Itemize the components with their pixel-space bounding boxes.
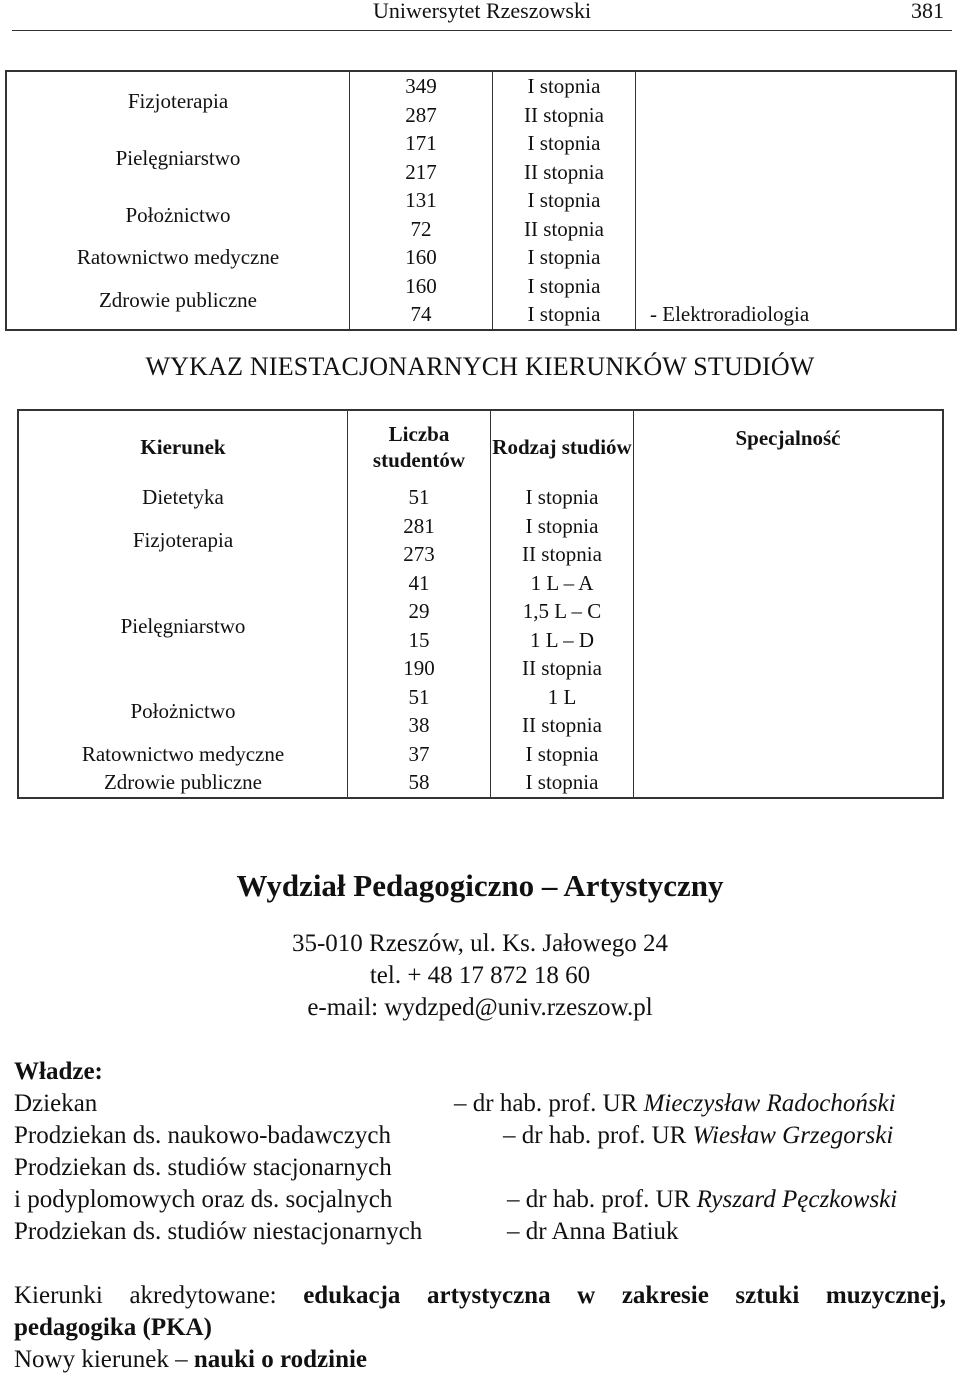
- rodzaj-cell: 1,5 L – C: [491, 597, 634, 626]
- liczba-cell: 29: [348, 597, 491, 626]
- liczba-cell: 131: [350, 186, 493, 215]
- table-row: [18, 569, 943, 598]
- prodziekan-2-name: Ryszard Pęczkowski: [696, 1186, 898, 1213]
- accredited-value-1: edukacja artystyczna w zakresie sztuki muzycznej,: [303, 1282, 946, 1309]
- rodzaj-cell: II stopnia: [493, 101, 636, 130]
- kierunek-cell: Dietetyka: [18, 483, 348, 512]
- liczba-cell: 217: [350, 158, 493, 187]
- new-direction-value: nauki o rodzinie: [193, 1346, 368, 1373]
- table-row: [18, 483, 943, 512]
- table-row: [6, 243, 956, 272]
- specjalnosc-cell: - Elektroradiologia: [650, 302, 810, 327]
- faculty-phone: tel. + 48 17 872 18 60: [369, 962, 591, 989]
- rodzaj-cell: I stopnia: [493, 186, 636, 215]
- page-number: 381: [911, 0, 944, 23]
- authorities-heading: Władze:: [14, 1058, 103, 1085]
- liczba-cell: 273: [348, 540, 491, 569]
- prodziekan-3-person: – dr Anna Batiuk: [507, 1218, 679, 1245]
- rodzaj-cell: II stopnia: [491, 540, 634, 569]
- specjalnosc-cell: [636, 215, 957, 244]
- prodziekan-2-role-line2: i podyplomowych oraz ds. socjalnych: [14, 1186, 393, 1213]
- table-row: [18, 683, 943, 712]
- liczba-cell: 160: [350, 243, 493, 272]
- liczba-cell: 281: [348, 512, 491, 541]
- accredited-label: Kierunki akredytowane:: [14, 1282, 304, 1309]
- table-row: [18, 740, 943, 769]
- rodzaj-cell: I stopnia: [491, 768, 634, 798]
- non-stationary-studies-table: [17, 409, 944, 799]
- header-rodzaj: Rodzaj studiów: [491, 410, 634, 483]
- rodzaj-cell: II stopnia: [493, 158, 636, 187]
- kierunek-cell: Zdrowie publiczne: [6, 272, 350, 330]
- header-liczba: Liczba studentów: [348, 410, 491, 483]
- prodziekan-3-role: Prodziekan ds. studiów niestacjonarnych: [14, 1218, 423, 1245]
- specjalnosc-cell: [636, 71, 957, 101]
- rodzaj-cell: 1 L – D: [491, 626, 634, 655]
- new-direction-label: Nowy kierunek –: [14, 1346, 194, 1373]
- liczba-cell: 287: [350, 101, 493, 130]
- section-title: WYKAZ NIESTACJONARNYCH KIERUNKÓW STUDIÓW: [145, 352, 815, 381]
- liczba-cell: 51: [348, 683, 491, 712]
- stationary-studies-table: [5, 70, 957, 331]
- table-row: [18, 512, 943, 541]
- rodzaj-cell: I stopnia: [491, 512, 634, 541]
- kierunek-cell: Zdrowie publiczne: [18, 768, 348, 798]
- table-row: [6, 272, 956, 301]
- prodziekan-1-name: Wiesław Grzegorski: [692, 1122, 894, 1149]
- kierunek-cell: Ratownictwo medyczne: [6, 243, 350, 272]
- kierunek-cell: Pielęgniarstwo: [18, 569, 348, 683]
- liczba-cell: 190: [348, 654, 491, 683]
- specjalnosc-cell: [636, 101, 957, 130]
- faculty-name: Wydział Pedagogiczno – Artystyczny: [236, 868, 724, 903]
- prodziekan-1-person: [503, 1122, 893, 1150]
- accredited-line1: [14, 1282, 946, 1310]
- header-specjalnosc: Specjalność: [735, 426, 841, 450]
- liczba-cell: 74: [350, 300, 493, 330]
- dziekan-person: [454, 1090, 896, 1118]
- prodziekan-2-person: [507, 1186, 897, 1214]
- rodzaj-cell: II stopnia: [493, 215, 636, 244]
- rodzaj-cell: I stopnia: [493, 129, 636, 158]
- page-header: [12, 0, 952, 31]
- liczba-cell: 160: [350, 272, 493, 301]
- liczba-cell: 51: [348, 483, 491, 512]
- specjalnosc-cell: [636, 243, 957, 272]
- prodziekan-1-title: – dr hab. prof. UR: [503, 1122, 693, 1149]
- prodziekan-1-role: Prodziekan ds. naukowo-badawczych: [14, 1122, 391, 1149]
- liczba-cell: 37: [348, 740, 491, 769]
- faculty-email: e-mail: wydzped@univ.rzeszow.pl: [307, 994, 653, 1021]
- liczba-cell: 41: [348, 569, 491, 598]
- table-row: [6, 186, 956, 215]
- liczba-cell: 349: [350, 71, 493, 101]
- rodzaj-cell: II stopnia: [491, 711, 634, 740]
- dziekan-title: – dr hab. prof. UR: [454, 1090, 644, 1117]
- rodzaj-cell: I stopnia: [493, 243, 636, 272]
- table-row: [18, 768, 943, 798]
- rodzaj-cell: I stopnia: [493, 272, 636, 301]
- specjalnosc-cell: [636, 158, 957, 187]
- rodzaj-cell: II stopnia: [491, 654, 634, 683]
- liczba-cell: 58: [348, 768, 491, 798]
- new-direction-line: [14, 1346, 367, 1374]
- prodziekan-2-title: – dr hab. prof. UR: [507, 1186, 697, 1213]
- rodzaj-cell: I stopnia: [491, 740, 634, 769]
- rodzaj-cell: 1 L – A: [491, 569, 634, 598]
- liczba-cell: 15: [348, 626, 491, 655]
- specjalnosc-cell: [636, 272, 957, 301]
- kierunek-cell: Położnictwo: [18, 683, 348, 740]
- kierunek-cell: Fizjoterapia: [18, 512, 348, 569]
- specjalnosc-cell: [636, 186, 957, 215]
- specjalnosc-cell: [636, 129, 957, 158]
- kierunek-cell: Pielęgniarstwo: [6, 129, 350, 186]
- kierunek-cell: Ratownictwo medyczne: [18, 740, 348, 769]
- liczba-cell: 38: [348, 711, 491, 740]
- rodzaj-cell: I stopnia: [493, 300, 636, 330]
- prodziekan-2-role-line1: Prodziekan ds. studiów stacjonarnych: [14, 1154, 392, 1181]
- table-row: [6, 129, 956, 158]
- liczba-cell: 171: [350, 129, 493, 158]
- rodzaj-cell: I stopnia: [493, 71, 636, 101]
- faculty-address: 35-010 Rzeszów, ul. Ks. Jałowego 24: [291, 930, 669, 957]
- kierunek-cell: Fizjoterapia: [6, 71, 350, 129]
- liczba-cell: 72: [350, 215, 493, 244]
- accredited-value-2: pedagogika (PKA): [14, 1314, 212, 1341]
- rodzaj-cell: I stopnia: [491, 483, 634, 512]
- kierunek-cell: Położnictwo: [6, 186, 350, 243]
- dziekan-role: Dziekan: [14, 1090, 98, 1117]
- rodzaj-cell: 1 L: [491, 683, 634, 712]
- running-title: Uniwersytet Rzeszowski: [372, 0, 592, 23]
- table-row: [6, 71, 956, 101]
- header-kierunek: Kierunek: [18, 410, 348, 483]
- dziekan-name: Mieczysław Radochoński: [643, 1090, 896, 1117]
